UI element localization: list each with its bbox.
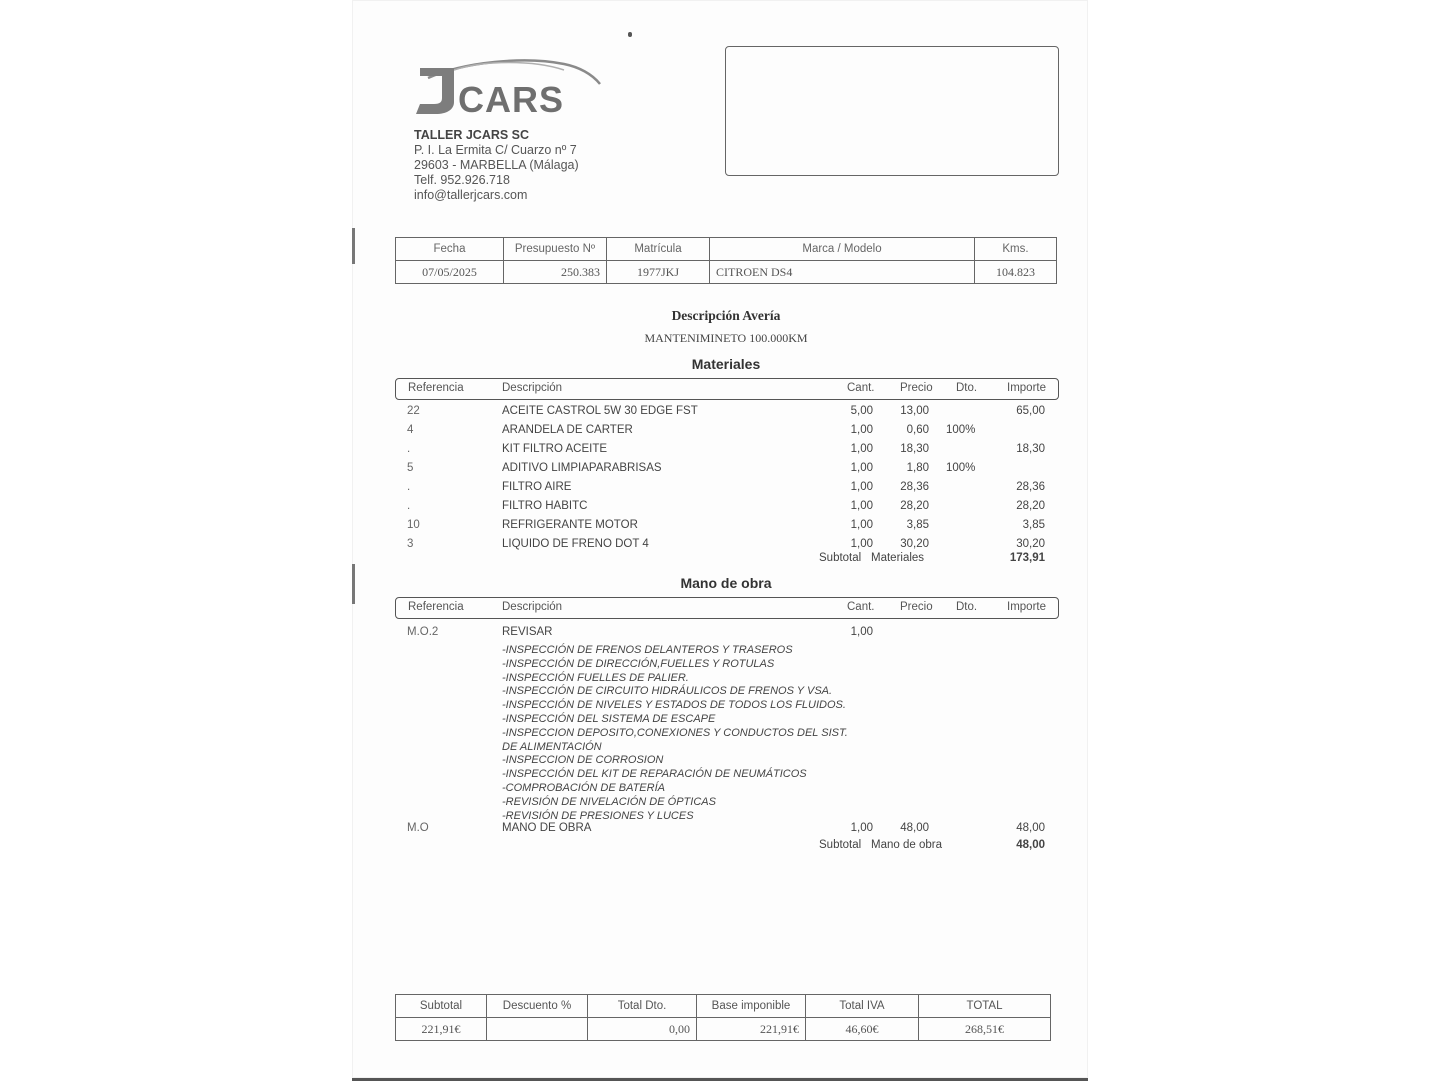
col-dto: Dto. <box>956 601 978 613</box>
col-importe: Importe <box>1007 601 1046 613</box>
company-name: TALLER JCARS SC <box>414 128 530 142</box>
company-city: 29603 - MARBELLA (Málaga) <box>414 158 579 172</box>
row-ref: 22 <box>407 405 420 417</box>
inspection-item: -REVISIÓN DE NIVELACIÓN DE ÓPTICAS <box>502 795 716 808</box>
row-desc: REFRIGERANTE MOTOR <box>502 519 638 531</box>
col-descripcion: Descripción <box>502 382 563 394</box>
row-dto: 100% <box>946 424 976 436</box>
row-cant: 5,00 <box>850 405 873 417</box>
row-ref: 3 <box>407 538 414 550</box>
header-value-fecha: 07/05/2025 <box>396 261 504 284</box>
totals-label-base: Base imponible <box>697 995 806 1018</box>
materiales-title: Materiales <box>691 356 761 372</box>
row-cant: 1,00 <box>850 538 873 550</box>
inspection-item: -INSPECCIÓN DE NIVELES Y ESTADOS DE TODOS LOS FLUIDOS. <box>502 699 846 712</box>
header-label-fecha: Fecha <box>396 238 504 261</box>
col-cant: Cant. <box>847 601 875 613</box>
inspection-item: -INSPECCIÓN DEL SISTEMA DE ESCAPE <box>502 712 716 725</box>
row-precio: 30,20 <box>900 538 929 550</box>
inspection-item: DE ALIMENTACIÓN <box>502 740 602 753</box>
company-info <box>414 128 579 203</box>
header-value-marca: CITROEN DS4 <box>710 261 975 284</box>
company-phone: Telf. 952.926.718 <box>414 173 510 187</box>
row-ref: . <box>407 500 411 512</box>
row-desc: FILTRO AIRE <box>502 481 572 493</box>
table-row <box>395 481 1057 500</box>
row-importe: 3,85 <box>1022 519 1045 531</box>
row-cant: 1,00 <box>850 443 873 455</box>
row-ref: 5 <box>407 462 414 474</box>
col-referencia: Referencia <box>408 382 464 394</box>
header-value-matricula: 1977JKJ <box>607 261 710 284</box>
header-label-matricula: Matrícula <box>607 238 710 261</box>
row-importe: 28,36 <box>1016 481 1045 493</box>
row-precio: 28,20 <box>900 500 929 512</box>
row-ref: . <box>407 443 411 455</box>
table-row <box>395 626 1057 645</box>
table-row <box>395 462 1057 481</box>
totals-value-iva: 46,60€ <box>806 1018 919 1041</box>
subtotal-value: 48,00 <box>1016 839 1045 851</box>
col-dto: Dto. <box>956 382 978 394</box>
table-row <box>395 443 1057 462</box>
totals-label-subtotal: Subtotal <box>396 995 487 1018</box>
row-desc: ACEITE CASTROL 5W 30 EDGE FST <box>502 405 698 417</box>
col-cant: Cant. <box>847 382 875 394</box>
inspection-item: -COMPROBACIÓN DE BATERÍA <box>502 781 665 794</box>
subtotal-label: Subtotal <box>819 552 862 564</box>
row-cant: 1,00 <box>850 481 873 493</box>
row-cant: 1,00 <box>850 500 873 512</box>
table-row <box>395 500 1057 519</box>
row-precio: 28,36 <box>900 481 929 493</box>
subtotal-name: Materiales <box>871 552 925 564</box>
scan-edge-mark <box>352 564 355 604</box>
col-precio: Precio <box>900 601 933 613</box>
row-ref: M.O.2 <box>407 626 439 638</box>
row-ref: 10 <box>407 519 420 531</box>
totals-label-total-dto: Total Dto. <box>588 995 697 1018</box>
averia-title: Descripción Avería <box>671 308 781 323</box>
row-cant: 1,00 <box>850 626 873 638</box>
col-referencia: Referencia <box>408 601 464 613</box>
row-ref: M.O <box>407 822 429 834</box>
row-importe: 30,20 <box>1016 538 1045 550</box>
scan-dot <box>628 32 632 37</box>
inspection-item: -REVISIÓN DE PRESIONES Y LUCES <box>502 809 694 822</box>
row-precio: 13,00 <box>900 405 929 417</box>
col-importe: Importe <box>1007 382 1046 394</box>
subtotal-value: 173,91 <box>1009 552 1045 564</box>
totals-value-total-dto: 0,00 <box>588 1018 697 1041</box>
company-address: P. I. La Ermita C/ Cuarzo nº 7 <box>414 143 577 157</box>
header-label-marca: Marca / Modelo <box>710 238 975 261</box>
subtotal-label: Subtotal <box>819 839 862 851</box>
row-importe: 65,00 <box>1016 405 1045 417</box>
company-email: info@tallerjcars.com <box>414 188 528 202</box>
materiales-subtotal <box>395 552 1057 570</box>
svg-text:CARS: CARS <box>458 79 565 120</box>
inspection-list <box>502 644 848 823</box>
row-ref: . <box>407 481 411 493</box>
header-value-presupuesto: 250.383 <box>504 261 607 284</box>
inspection-item: -INSPECCIÓN FUELLES DE PALIER. <box>502 671 689 684</box>
row-cant: 1,00 <box>850 462 873 474</box>
totals-value-descuento <box>487 1018 588 1041</box>
inspection-item: -INSPECCIÓN DE DIRECCIÓN,FUELLES Y ROTULAS <box>502 657 775 670</box>
row-precio: 3,85 <box>906 519 929 531</box>
header-label-kms: Kms. <box>975 238 1057 261</box>
row-cant: 1,00 <box>850 519 873 531</box>
mano-obra-title: Mano de obra <box>680 575 772 591</box>
row-dto: 100% <box>946 462 976 474</box>
row-desc: MANO DE OBRA <box>502 822 592 834</box>
col-precio: Precio <box>900 382 933 394</box>
totals-value-base: 221,91€ <box>697 1018 806 1041</box>
totals-value-subtotal: 221,91€ <box>396 1018 487 1041</box>
header-value-kms: 104.823 <box>975 261 1057 284</box>
table-row <box>395 405 1057 424</box>
row-precio: 1,80 <box>906 462 929 474</box>
row-precio: 18,30 <box>900 443 929 455</box>
vehicle-header-table <box>395 237 1057 284</box>
subtotal-name: Mano de obra <box>871 839 942 851</box>
inspection-item: -INSPECCIÓN DE CIRCUITO HIDRÁULICOS DE FRENOS Y VSA. <box>502 685 833 698</box>
row-importe: 48,00 <box>1016 822 1045 834</box>
materiales-table-header <box>395 378 1059 400</box>
totals-label-iva: Total IVA <box>806 995 919 1018</box>
company-logo <box>414 58 604 120</box>
row-precio: 48,00 <box>900 822 929 834</box>
table-row <box>395 519 1057 538</box>
mano-obra-table-header <box>395 597 1059 619</box>
totals-label-descuento: Descuento % <box>487 995 588 1018</box>
row-desc: ARANDELA DE CARTER <box>502 424 633 436</box>
row-desc: ADITIVO LIMPIAPARABRISAS <box>502 462 662 474</box>
inspection-item: -INSPECCIÓN DEL KIT DE REPARACIÓN DE NEUMÁTICOS <box>502 768 807 781</box>
row-importe: 28,20 <box>1016 500 1045 512</box>
row-cant: 1,00 <box>850 822 873 834</box>
row-desc: FILTRO HABITC <box>502 500 588 512</box>
row-cant: 1,00 <box>850 424 873 436</box>
customer-address-box <box>725 46 1059 176</box>
inspection-item: -INSPECCIÓN DE FRENOS DELANTEROS Y TRASEROS <box>502 644 793 656</box>
row-desc: REVISAR <box>502 626 553 638</box>
row-ref: 4 <box>407 424 414 436</box>
inspection-item: -INSPECCION DE CORROSION <box>502 754 664 767</box>
totals-label-total: TOTAL <box>919 995 1051 1018</box>
scan-edge-mark <box>352 228 355 264</box>
inspection-item: -INSPECCION DEPOSITO,CONEXIONES Y CONDUCTOS DEL SIST. <box>502 726 848 739</box>
table-row <box>395 424 1057 443</box>
row-desc: LIQUIDO DE FRENO DOT 4 <box>502 538 649 550</box>
averia-text: MANTENIMINETO 100.000KM <box>644 331 808 345</box>
mano-obra-subtotal <box>395 839 1057 857</box>
row-precio: 0,60 <box>906 424 929 436</box>
totals-value-total: 268,51€ <box>919 1018 1051 1041</box>
row-importe: 18,30 <box>1016 443 1045 455</box>
col-descripcion: Descripción <box>502 601 563 613</box>
header-label-presupuesto: Presupuesto Nº <box>504 238 607 261</box>
row-desc: KIT FILTRO ACEITE <box>502 443 608 455</box>
totals-table <box>395 994 1051 1041</box>
